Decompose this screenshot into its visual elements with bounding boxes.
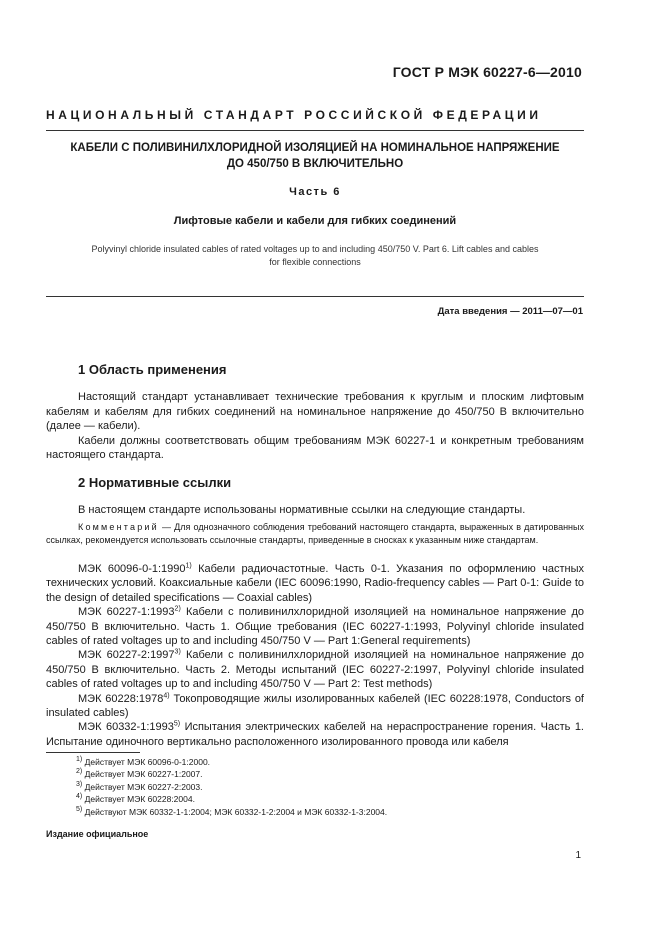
reference-code: МЭК 60227-1:1993 [78,606,175,619]
footnotes [76,756,387,818]
footnote-mark: 4) [76,793,83,801]
document-subtitle: Лифтовые кабели и кабели для гибких соединений [173,215,457,227]
english-title-line-1: Polyvinyl chloride insulated cables of rated voltages up to and including 450/750 V. Part 6. Lift cables and cables [91,244,539,254]
section-2-intro [46,503,584,518]
footnote-item [76,793,387,805]
document-code: ГОСТ Р МЭК 60227-6—2010 [392,64,582,80]
reference-footnote-mark: 2) [174,605,181,613]
footnote-text: Действует МЭК 60227-1:2007. [82,769,203,780]
footnote-mark: 3) [76,780,83,788]
footnote-mark: 1) [76,756,83,764]
comment-note [46,521,584,547]
section-1-paragraph-2: Кабели должны соответствовать общим требованиям МЭК 60227-1 и конкретным требованиям настоящего стандарта. [46,434,584,461]
references-list [46,562,584,749]
reference-code: МЭК 60227-2:1997 [78,649,175,662]
footnote-text: Действуют МЭК 60332-1-1:2004; МЭК 60332-1-2:2004 и МЭК 60332-1-3:2004. [82,806,388,817]
reference-footnote-mark: 1) [185,562,192,570]
section-1-paragraph-1: Настоящий стандарт устанавливает технические требования к круглым и плоским лифтовым кабелям и кабелям для гибких соединений на номинальное напряжение до 450/750 В включительно (далее — кабели). [46,391,584,432]
page-number: 1 [575,850,581,861]
reference-item [46,605,584,648]
comment-text: — Для однозначного соблюдения требований настоящего стандарта, выраженных в датированных ссылках, рекомендуется использовать ссылочные стандарты, приведенные в сносках к указанным ниже стандартам. [46,522,584,545]
reference-code: МЭК 60096-0-1:1990 [78,563,186,575]
national-standard-banner: НАЦИОНАЛЬНЫЙ СТАНДАРТ РОССИЙСКОЙ ФЕДЕРАЦИИ [46,108,542,122]
footnote-mark: 2) [76,768,83,776]
footnote-divider [46,752,140,753]
section-2-paragraph-1: В настоящем стандарте использованы нормативные ссылки на следующие стандарты. [78,504,526,516]
section-1-heading: 1 Область применения [78,362,227,377]
title-divider [46,296,584,297]
reference-item [46,562,584,605]
english-title [46,243,584,269]
title-line-2: ДО 450/750 В ВКЛЮЧИТЕЛЬНО [226,158,404,170]
reference-footnote-mark: 4) [163,692,170,699]
reference-code: МЭК 60332-1:1993 [78,721,174,734]
section-1-body [46,390,584,463]
top-divider [46,130,584,131]
document-title [46,140,584,172]
comment-label: Комментарий [78,522,159,532]
title-line-1: КАБЕЛИ С ПОЛИВИНИЛХЛОРИДНОЙ ИЗОЛЯЦИЕЙ НА НОМИНАЛЬНОЕ НАПРЯЖЕНИЕ [70,142,560,154]
reference-text: Кабели с поливинилхлоридной изоляцией на номинальное напряжение до 450/750 В включительно. Часть 1. Общие требования (IEC 60227-1:1993, Polyvinyl chloride insulated cables of rated voltages up to and including 450/750 V — Part 1:General requirements) [46,606,584,648]
reference-text: Токопроводящие жилы изолированных кабелей (IEC 60228:1978, Conductors of insulated cables) [46,692,584,720]
reference-text: Испытания электрических кабелей на нераспространение горения. Часть 1. Испытание одиночного вертикально расположенного изолированного провода или кабеля [46,721,584,748]
edition-label: Издание официальное [46,829,149,839]
reference-text: Кабели с поливинилхлоридной изоляцией на номинальное напряжение до 450/750 В включительно. Часть 2. Методы испытаний (IEC 60227-2:1997, Polyvinyl chloride insulated cables of rated voltages up to and including 450/750 V — Part 2: Test methods) [46,649,584,691]
footnote-item [76,806,387,818]
footnote-item [76,781,387,793]
part-label: Часть 6 [289,186,341,198]
footnote-text: Действует МЭК 60227-2:2003. [82,781,203,792]
english-title-line-2: for flexible connections [269,257,361,267]
reference-text: Кабели радиочастотные. Часть 0-1. Указания по оформлению частных технических условий. Коаксиальные кабели (IEC 60096:1990, Radio-frequency cables — Part 0-1: Guide to the design of detailed specifications — Coaxial cables) [46,563,584,604]
section-2-heading: 2 Нормативные ссылки [78,475,232,490]
reference-item [46,720,584,749]
footnote-mark: 5) [76,805,83,813]
footnote-text: Действует МЭК 60096-0-1:2000. [82,757,211,767]
footnote-item [76,756,387,768]
reference-item [46,692,584,721]
footnote-item [76,768,387,780]
reference-footnote-mark: 5) [173,720,181,728]
reference-code: МЭК 60228:1978 [78,692,164,705]
reference-item [46,648,584,691]
reference-footnote-mark: 3) [174,648,181,656]
effective-date: Дата введения — 2011—07—01 [437,306,583,317]
footnote-text: Действует МЭК 60228:2004. [82,794,195,805]
